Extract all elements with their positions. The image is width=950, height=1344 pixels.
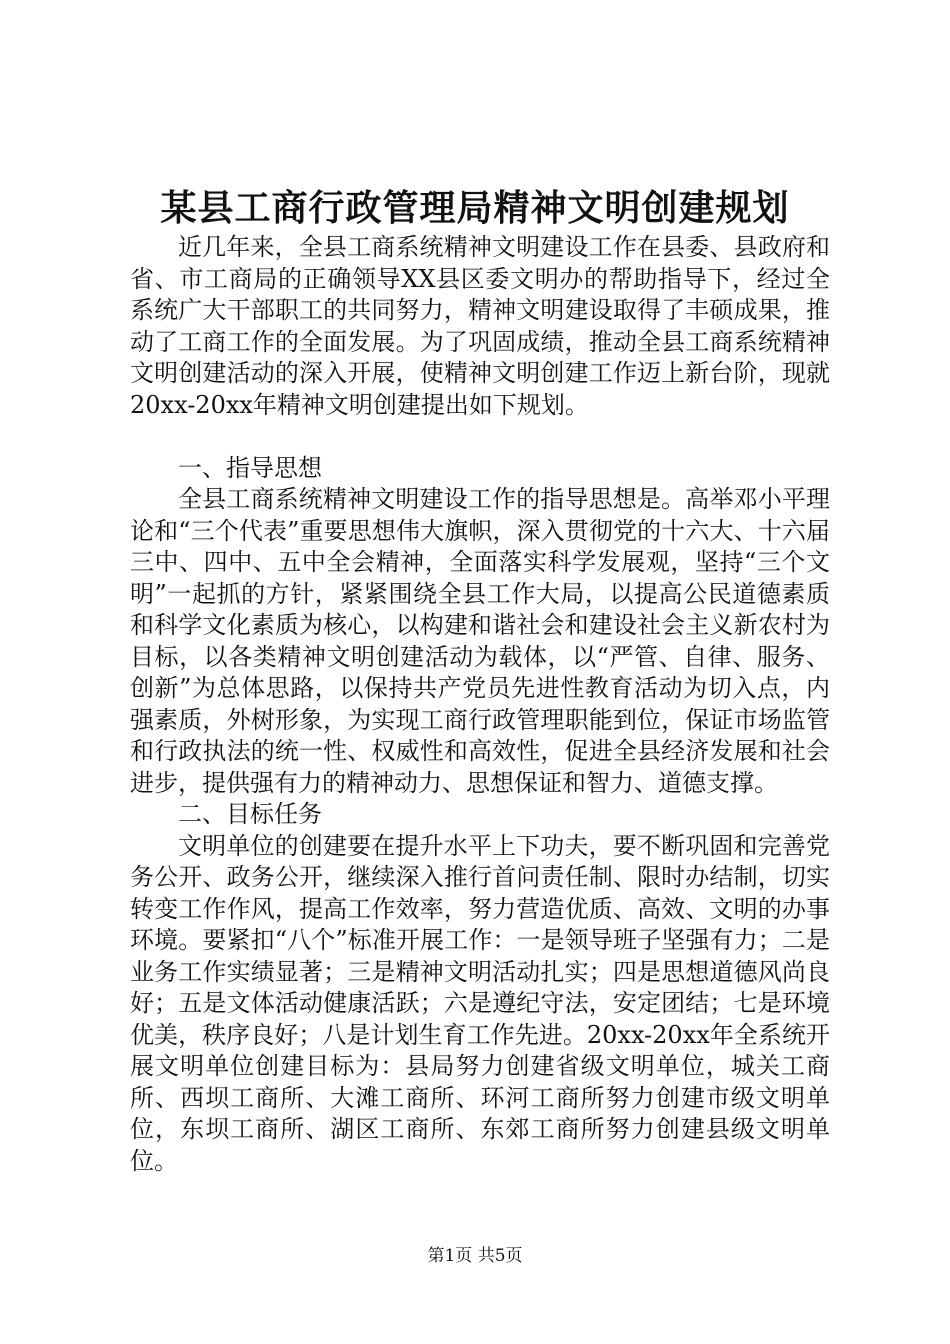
paragraph-spacer — [130, 421, 830, 453]
section-heading-guiding-ideology: 一、指导思想 — [178, 453, 322, 482]
section-paragraph-guiding-ideology: 全县工商系统精神文明建设工作的指导思想是。高举邓小平理论和“三个代表”重要思想伟大旗帜，深入贯彻党的十六大、十六届三中、四中、五中全会精神，全面落实科学发展观，坚持“三个文明”一起抓的方针，紧紧围绕全县工作大局，以提高公民道德素质和科学文化素质为核心，以构建和谐社会和建设社会主义新农村为目标，以各类精神文明创建活动为载体，以“严管、自律、服务、创新”为总体思路，以保持共产党员先进性教育活动为切入点，内强素质，外树形象，为实现工商行政管理职能到位，保证市场监管和行政执法的统一性、权威性和高效性，促进全县经济发展和社会进步，提供强有力的精神动力、思想保证和智力、道德支撑。 — [130, 485, 830, 797]
intro-paragraph: 近几年来，全县工商系统精神文明建设工作在县委、县政府和省、市工商局的正确领导XX县区委文明办的帮助指导下，经过全系统广大干部职工的共同努力，精神文明建设取得了丰硕成果，推动了工商工作的全面发展。为了巩固成绩，推动全县工商系统精神文明创建活动的深入开展，使精神文明创建工作迈上新台阶，现就20xx-20xx年精神文明创建提出如下规划。 — [130, 233, 830, 419]
section-paragraph-goals-tasks: 文明单位的创建要在提升水平上下功夫，要不断巩固和完善党务公开、政务公开，继续深入推行首问责任制、限时办结制，切实转变工作作风，提高工作效率，努力营造优质、高效、文明的办事环境。要紧扣“八个”标准开展工作：一是领导班子坚强有力；二是业务工作实绩显著；三是精神文明活动扎实；四是思想道德风尚良好；五是文体活动健康活跃；六是遵纪守法，安定团结；七是环境优美，秩序良好；八是计划生育工作先进。20xx-20xx年全系统开展文明单位创建目标为：县局努力创建省级文明单位，城关工商所、西坝工商所、大滩工商所、环河工商所努力创建市级文明单位，东坝工商所、湖区工商所、东郊工商所努力创建县级文明单位。 — [130, 831, 830, 1175]
document-title: 某县工商行政管理局精神文明创建规划 — [160, 187, 790, 229]
section-heading-goals-tasks: 二、目标任务 — [178, 800, 322, 828]
page-number-footer: 第1页 共5页 — [427, 1246, 523, 1266]
document-body — [130, 232, 830, 1177]
